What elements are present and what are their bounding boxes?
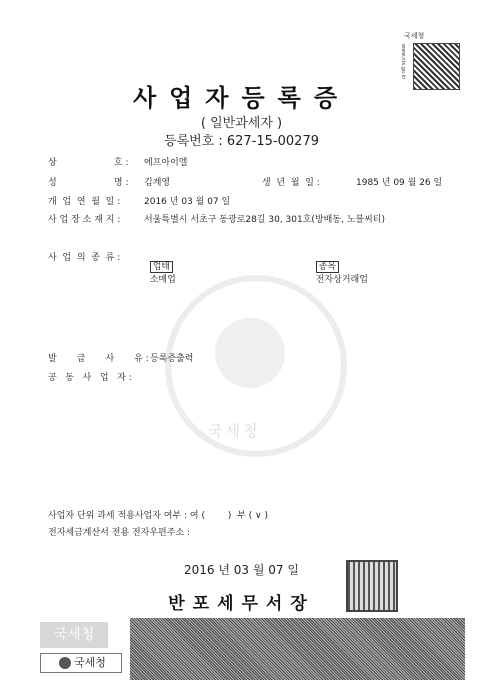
nts-logo-text: 국세청: [74, 656, 106, 669]
tax-office: 반포세무서장: [168, 594, 315, 614]
item-value: 전자상거래업: [315, 275, 368, 285]
rep-name-label: 성 명 :: [48, 178, 129, 188]
qr-side-text: www.nts.go.kr: [400, 44, 406, 80]
category-tag: 업태: [150, 261, 173, 273]
registration-number: 등록번호 : 627-15-00279: [164, 134, 319, 149]
open-date-value: 2016 년 03 월 07 일: [144, 197, 231, 207]
dob-label: 생 년 월 일 :: [262, 178, 320, 188]
qr-caption: 국세청: [404, 32, 425, 40]
watermark-emblem: [215, 318, 285, 388]
co-owner-label: 공 동 사 업 자 :: [48, 373, 132, 383]
open-date-label: 개 업 연 월 일 :: [48, 197, 121, 207]
official-stamp: [346, 560, 398, 612]
security-barcode: [130, 618, 465, 680]
address-value: 서울특별시 서초구 동광로28길 30, 301호(방배동, 노블씨티): [144, 215, 386, 225]
issue-reason-value: 등록증출력: [150, 354, 194, 364]
business-category-row: [144, 249, 176, 285]
watermark-text: 국세청: [208, 422, 261, 440]
address-label: 사 업 장 소 재 지 :: [48, 215, 121, 225]
document-subtitle: ( 일반과세자 ): [200, 116, 283, 131]
item-tag: 종목: [316, 261, 339, 273]
category-value: 소매업: [149, 275, 176, 285]
dob-value: 1985 년 09 월 26 일: [356, 178, 443, 188]
nts-emblem-icon: [59, 657, 71, 669]
business-type-label: 사 업 의 종 류 :: [48, 253, 121, 263]
email-line: 전자세금계산서 전용 전자우편주소 :: [48, 528, 191, 538]
unit-tax-line: 사업자 단위 과세 적용사업자 여부 : 여 ( ) 부 ( ∨ ): [48, 511, 268, 521]
nts-logo-watermark: 국세청: [40, 622, 108, 648]
issue-reason-label: 발 급 사 유 :: [48, 354, 149, 364]
nts-logo: [40, 653, 122, 673]
trade-name-label: 상 호 :: [48, 158, 129, 168]
document-title: 사업자등록증: [132, 84, 351, 112]
rep-name-value: 김계영: [144, 178, 171, 188]
trade-name-value: 에프아이엘: [144, 158, 188, 168]
issue-date: 2016 년 03 월 07 일: [184, 563, 299, 577]
business-item-row: [310, 249, 368, 285]
